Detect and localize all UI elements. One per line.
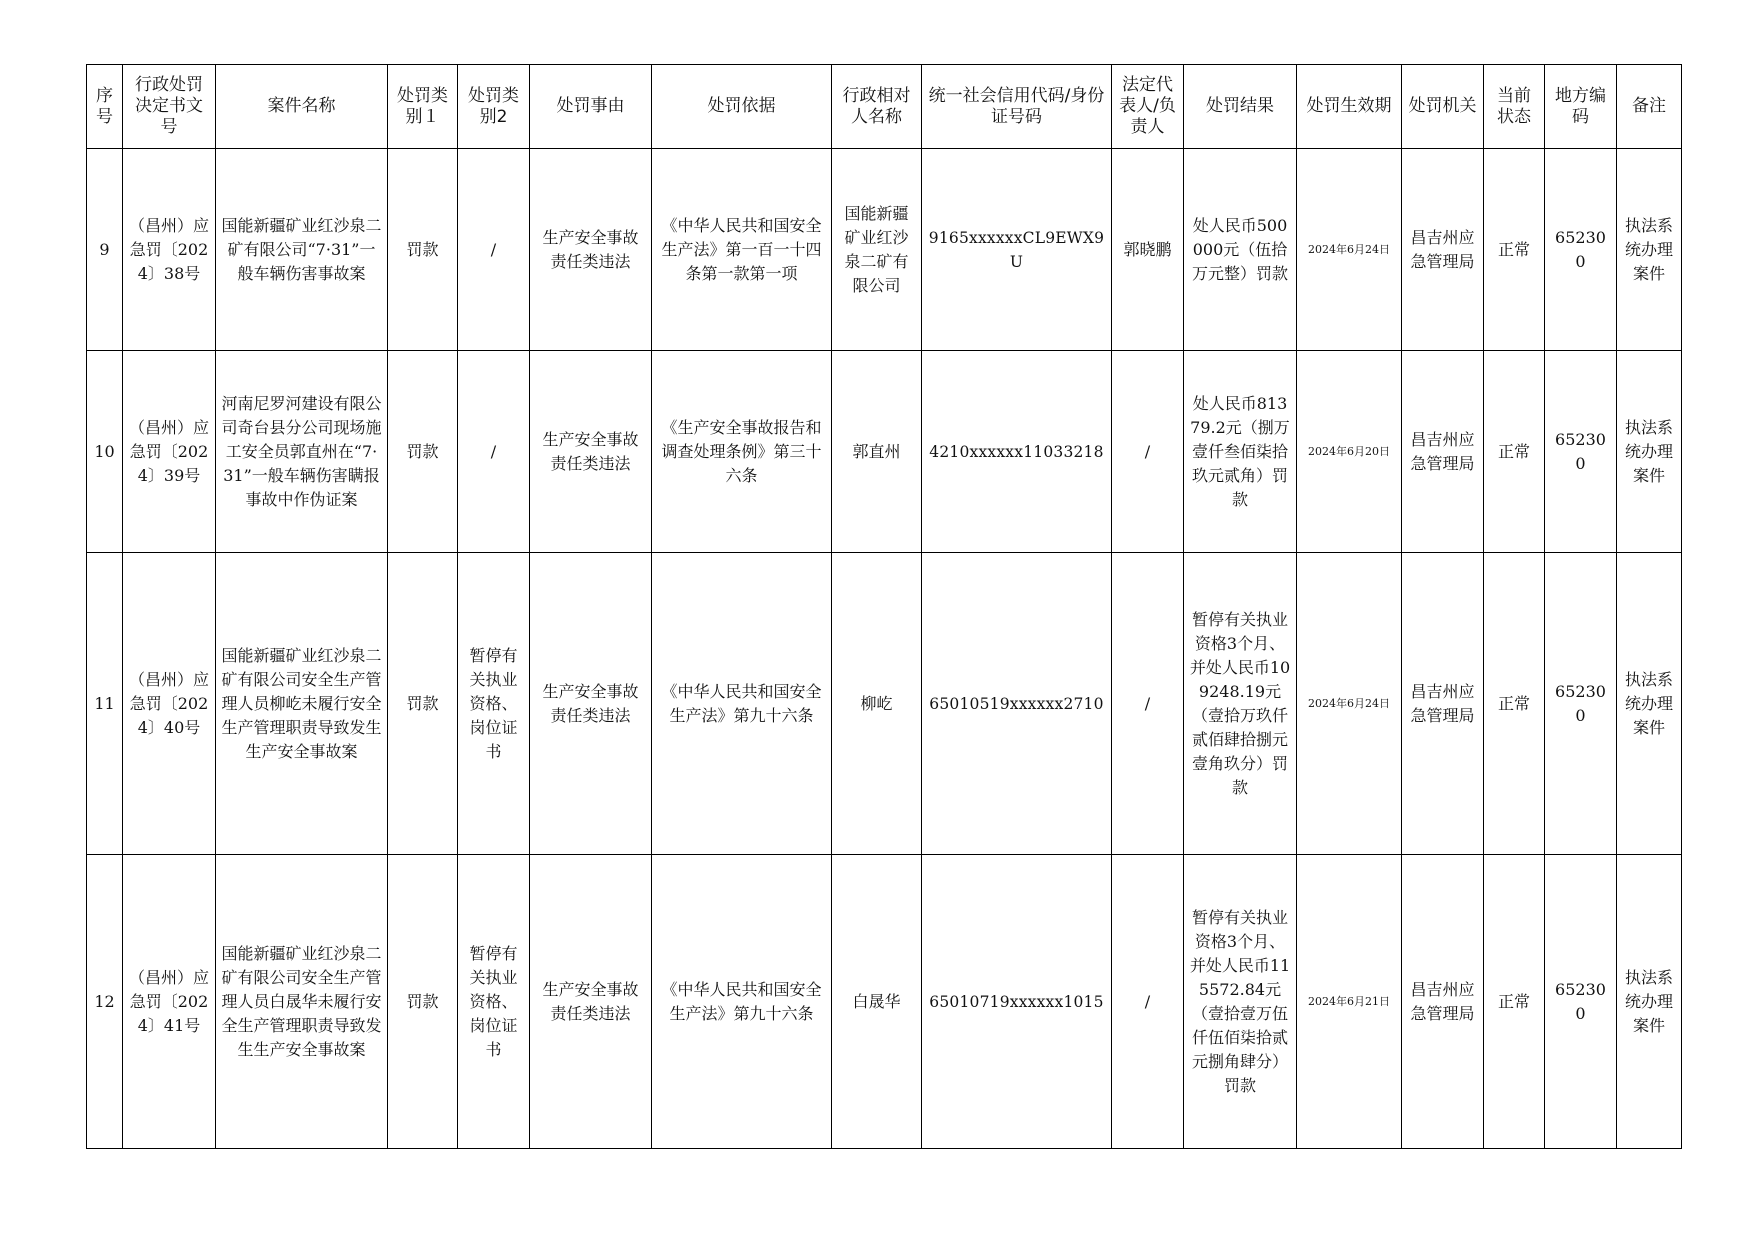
header-reason: 处罚事由 (530, 65, 652, 149)
cell-status: 正常 (1484, 149, 1545, 351)
cell-party: 白晟华 (832, 855, 922, 1149)
cell-note: 执法系统办理案件 (1617, 553, 1682, 855)
cell-reason: 生产安全事故责任类违法 (530, 855, 652, 1149)
cell-reason: 生产安全事故责任类违法 (530, 553, 652, 855)
cell-credit-code: 4210xxxxxx11033218 (922, 351, 1112, 553)
cell-region-code: 652300 (1545, 351, 1617, 553)
cell-status: 正常 (1484, 855, 1545, 1149)
cell-category-2: / (458, 351, 530, 553)
table-row (87, 351, 1682, 553)
table-row (87, 149, 1682, 351)
header-category-1: 处罚类别１ (388, 65, 458, 149)
cell-basis: 《中华人民共和国安全生产法》第一百一十四条第一款第一项 (652, 149, 832, 351)
cell-effective-date: 2024年6月20日 (1297, 351, 1402, 553)
cell-category-1: 罚款 (388, 553, 458, 855)
cell-category-1: 罚款 (388, 149, 458, 351)
table-row (87, 855, 1682, 1149)
cell-representative: 郭晓鹏 (1112, 149, 1184, 351)
table-row (87, 553, 1682, 855)
header-region-code: 地方编码 (1545, 65, 1617, 149)
header-party: 行政相对人名称 (832, 65, 922, 149)
cell-region-code: 652300 (1545, 855, 1617, 1149)
cell-seq: 10 (87, 351, 123, 553)
cell-category-2: 暂停有关执业资格、岗位证书 (458, 553, 530, 855)
cell-region-code: 652300 (1545, 149, 1617, 351)
cell-category-2: / (458, 149, 530, 351)
cell-authority: 昌吉州应急管理局 (1402, 855, 1484, 1149)
cell-result: 暂停有关执业资格3个月、并处人民币109248.19元（壹拾万玖仟贰佰肆拾捌元壹角玖分）罚款 (1184, 553, 1297, 855)
cell-representative: / (1112, 855, 1184, 1149)
header-credit-code: 统一社会信用代码/身份证号码 (922, 65, 1112, 149)
cell-effective-date: 2024年6月24日 (1297, 149, 1402, 351)
cell-effective-date: 2024年6月24日 (1297, 553, 1402, 855)
cell-result: 处人民币500000元（伍拾万元整）罚款 (1184, 149, 1297, 351)
cell-party: 郭直州 (832, 351, 922, 553)
cell-representative: / (1112, 553, 1184, 855)
cell-reason: 生产安全事故责任类违法 (530, 351, 652, 553)
cell-doc-no: （昌州）应急罚〔2024〕40号 (123, 553, 216, 855)
cell-status: 正常 (1484, 351, 1545, 553)
cell-case-name: 国能新疆矿业红沙泉二矿有限公司安全生产管理人员白晟华未履行安全生产管理职责导致发生生产安全事故案 (216, 855, 388, 1149)
cell-result: 暂停有关执业资格3个月、并处人民币115572.84元（壹拾壹万伍仟伍佰柒拾贰元捌角肆分）罚款 (1184, 855, 1297, 1149)
cell-party: 柳屹 (832, 553, 922, 855)
cell-note: 执法系统办理案件 (1617, 855, 1682, 1149)
cell-credit-code: 9165xxxxxxCL9EWX9U (922, 149, 1112, 351)
cell-seq: 12 (87, 855, 123, 1149)
cell-status: 正常 (1484, 553, 1545, 855)
header-status: 当前状态 (1484, 65, 1545, 149)
cell-effective-date: 2024年6月21日 (1297, 855, 1402, 1149)
cell-category-1: 罚款 (388, 351, 458, 553)
cell-result: 处人民币81379.2元（捌万壹仟叁佰柒拾玖元贰角）罚款 (1184, 351, 1297, 553)
header-result: 处罚结果 (1184, 65, 1297, 149)
penalty-table (86, 64, 1682, 1149)
header-row (87, 65, 1682, 149)
cell-authority: 昌吉州应急管理局 (1402, 351, 1484, 553)
header-basis: 处罚依据 (652, 65, 832, 149)
cell-credit-code: 65010519xxxxxx2710 (922, 553, 1112, 855)
cell-category-1: 罚款 (388, 855, 458, 1149)
cell-credit-code: 65010719xxxxxx1015 (922, 855, 1112, 1149)
cell-authority: 昌吉州应急管理局 (1402, 149, 1484, 351)
cell-region-code: 652300 (1545, 553, 1617, 855)
header-case-name: 案件名称 (216, 65, 388, 149)
cell-basis: 《生产安全事故报告和调查处理条例》第三十六条 (652, 351, 832, 553)
cell-reason: 生产安全事故责任类违法 (530, 149, 652, 351)
header-doc-no: 行政处罚决定书文号 (123, 65, 216, 149)
header-note: 备注 (1617, 65, 1682, 149)
cell-basis: 《中华人民共和国安全生产法》第九十六条 (652, 855, 832, 1149)
cell-category-2: 暂停有关执业资格、岗位证书 (458, 855, 530, 1149)
cell-doc-no: （昌州）应急罚〔2024〕39号 (123, 351, 216, 553)
cell-seq: 9 (87, 149, 123, 351)
header-representative: 法定代表人/负责人 (1112, 65, 1184, 149)
cell-authority: 昌吉州应急管理局 (1402, 553, 1484, 855)
cell-doc-no: （昌州）应急罚〔2024〕38号 (123, 149, 216, 351)
cell-case-name: 河南尼罗河建设有限公司奇台县分公司现场施工安全员郭直州在“7·31”一般车辆伤害瞒报事故中作伪证案 (216, 351, 388, 553)
cell-seq: 11 (87, 553, 123, 855)
cell-basis: 《中华人民共和国安全生产法》第九十六条 (652, 553, 832, 855)
cell-case-name: 国能新疆矿业红沙泉二矿有限公司安全生产管理人员柳屹未履行安全生产管理职责导致发生生产安全事故案 (216, 553, 388, 855)
cell-representative: / (1112, 351, 1184, 553)
cell-doc-no: （昌州）应急罚〔2024〕41号 (123, 855, 216, 1149)
header-authority: 处罚机关 (1402, 65, 1484, 149)
cell-case-name: 国能新疆矿业红沙泉二矿有限公司“7·31”一般车辆伤害事故案 (216, 149, 388, 351)
header-category-2: 处罚类别2 (458, 65, 530, 149)
header-effective-date: 处罚生效期 (1297, 65, 1402, 149)
header-seq: 序号 (87, 65, 123, 149)
cell-note: 执法系统办理案件 (1617, 351, 1682, 553)
cell-note: 执法系统办理案件 (1617, 149, 1682, 351)
cell-party: 国能新疆矿业红沙泉二矿有限公司 (832, 149, 922, 351)
